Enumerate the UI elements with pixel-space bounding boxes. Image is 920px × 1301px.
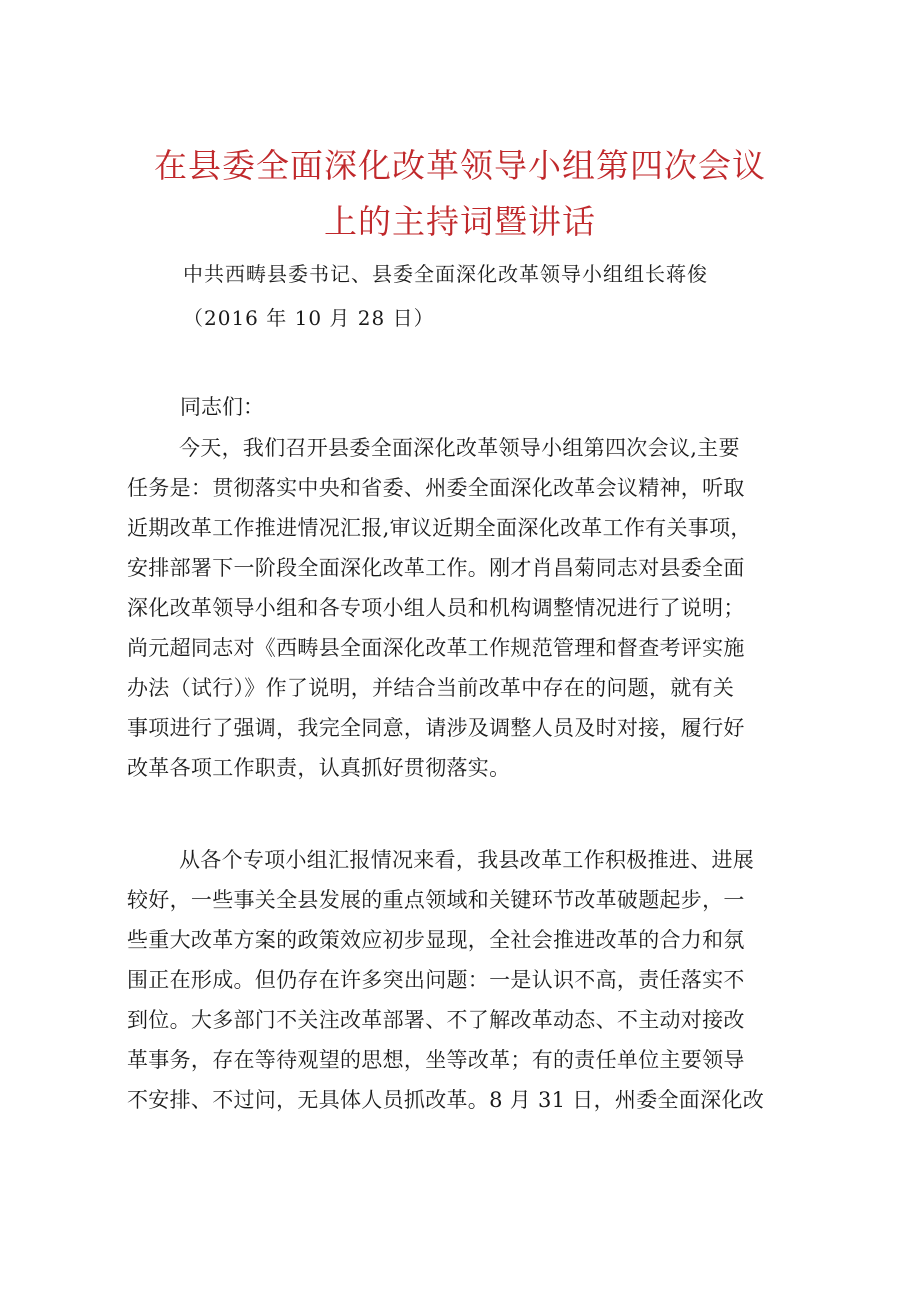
paragraph-line: 到位。大多部门不关注改革部署、不了解改革动态、不主动对接改 <box>127 1008 745 1032</box>
paragraph-line: 今天，我们召开县委全面深化改革领导小组第四次会议,主要 <box>179 436 740 460</box>
paragraph-line: 改革各项工作职责，认真抓好贯彻落实。 <box>127 756 511 780</box>
speech-date: （2016 年 10 月 28 日） <box>183 306 435 330</box>
paragraph-line: 尚元超同志对《西畴县全面深化改革工作规范管理和督查考评实施 <box>127 636 745 660</box>
document-title-line-2: 上的主持词暨讲话 <box>324 202 596 241</box>
paragraph-line: 较好，一些事关全县发展的重点领域和关键环节改革破题起步，一 <box>127 888 745 912</box>
paragraph-2 <box>127 840 797 1120</box>
paragraph-line: 从各个专项小组汇报情况来看，我县改革工作积极推进、进展 <box>179 848 755 872</box>
paragraph-line: 安排部署下一阶段全面深化改革工作。刚才肖昌菊同志对县委全面 <box>127 556 745 580</box>
author-byline: 中共西畴县委书记、县委全面深化改革领导小组组长蒋俊 <box>183 262 708 286</box>
paragraph-line: 近期改革工作推进情况汇报,审议近期全面深化改革工作有关事项， <box>127 516 752 540</box>
paragraph-line: 事项进行了强调，我完全同意，请涉及调整人员及时对接，履行好 <box>127 716 745 740</box>
paragraph-line: 不安排、不过问，无具体人员抓改革。8 月 31 日，州委全面深化改 <box>127 1088 765 1112</box>
paragraph-line: 任务是：贯彻落实中央和省委、州委全面深化改革会议精神，听取 <box>127 476 745 500</box>
paragraph-line: 围正在形成。但仍存在许多突出问题：一是认识不高，责任落实不 <box>127 968 745 992</box>
paragraph-line: 革事务，存在等待观望的思想，坐等改革；有的责任单位主要领导 <box>127 1048 745 1072</box>
document-title-line-1: 在县委全面深化改革领导小组第四次会议 <box>154 146 766 185</box>
paragraph-line: 办法（试行）》作了说明，并结合当前改革中存在的问题，就有关 <box>127 676 735 700</box>
paragraph-line: 些重大改革方案的政策效应初步显现，全社会推进改革的合力和氛 <box>127 928 745 952</box>
greeting: 同志们： <box>180 395 264 419</box>
paragraph-line: 深化改革领导小组和各专项小组人员和机构调整情况进行了说明； <box>127 596 745 620</box>
paragraph-1 <box>127 428 797 788</box>
